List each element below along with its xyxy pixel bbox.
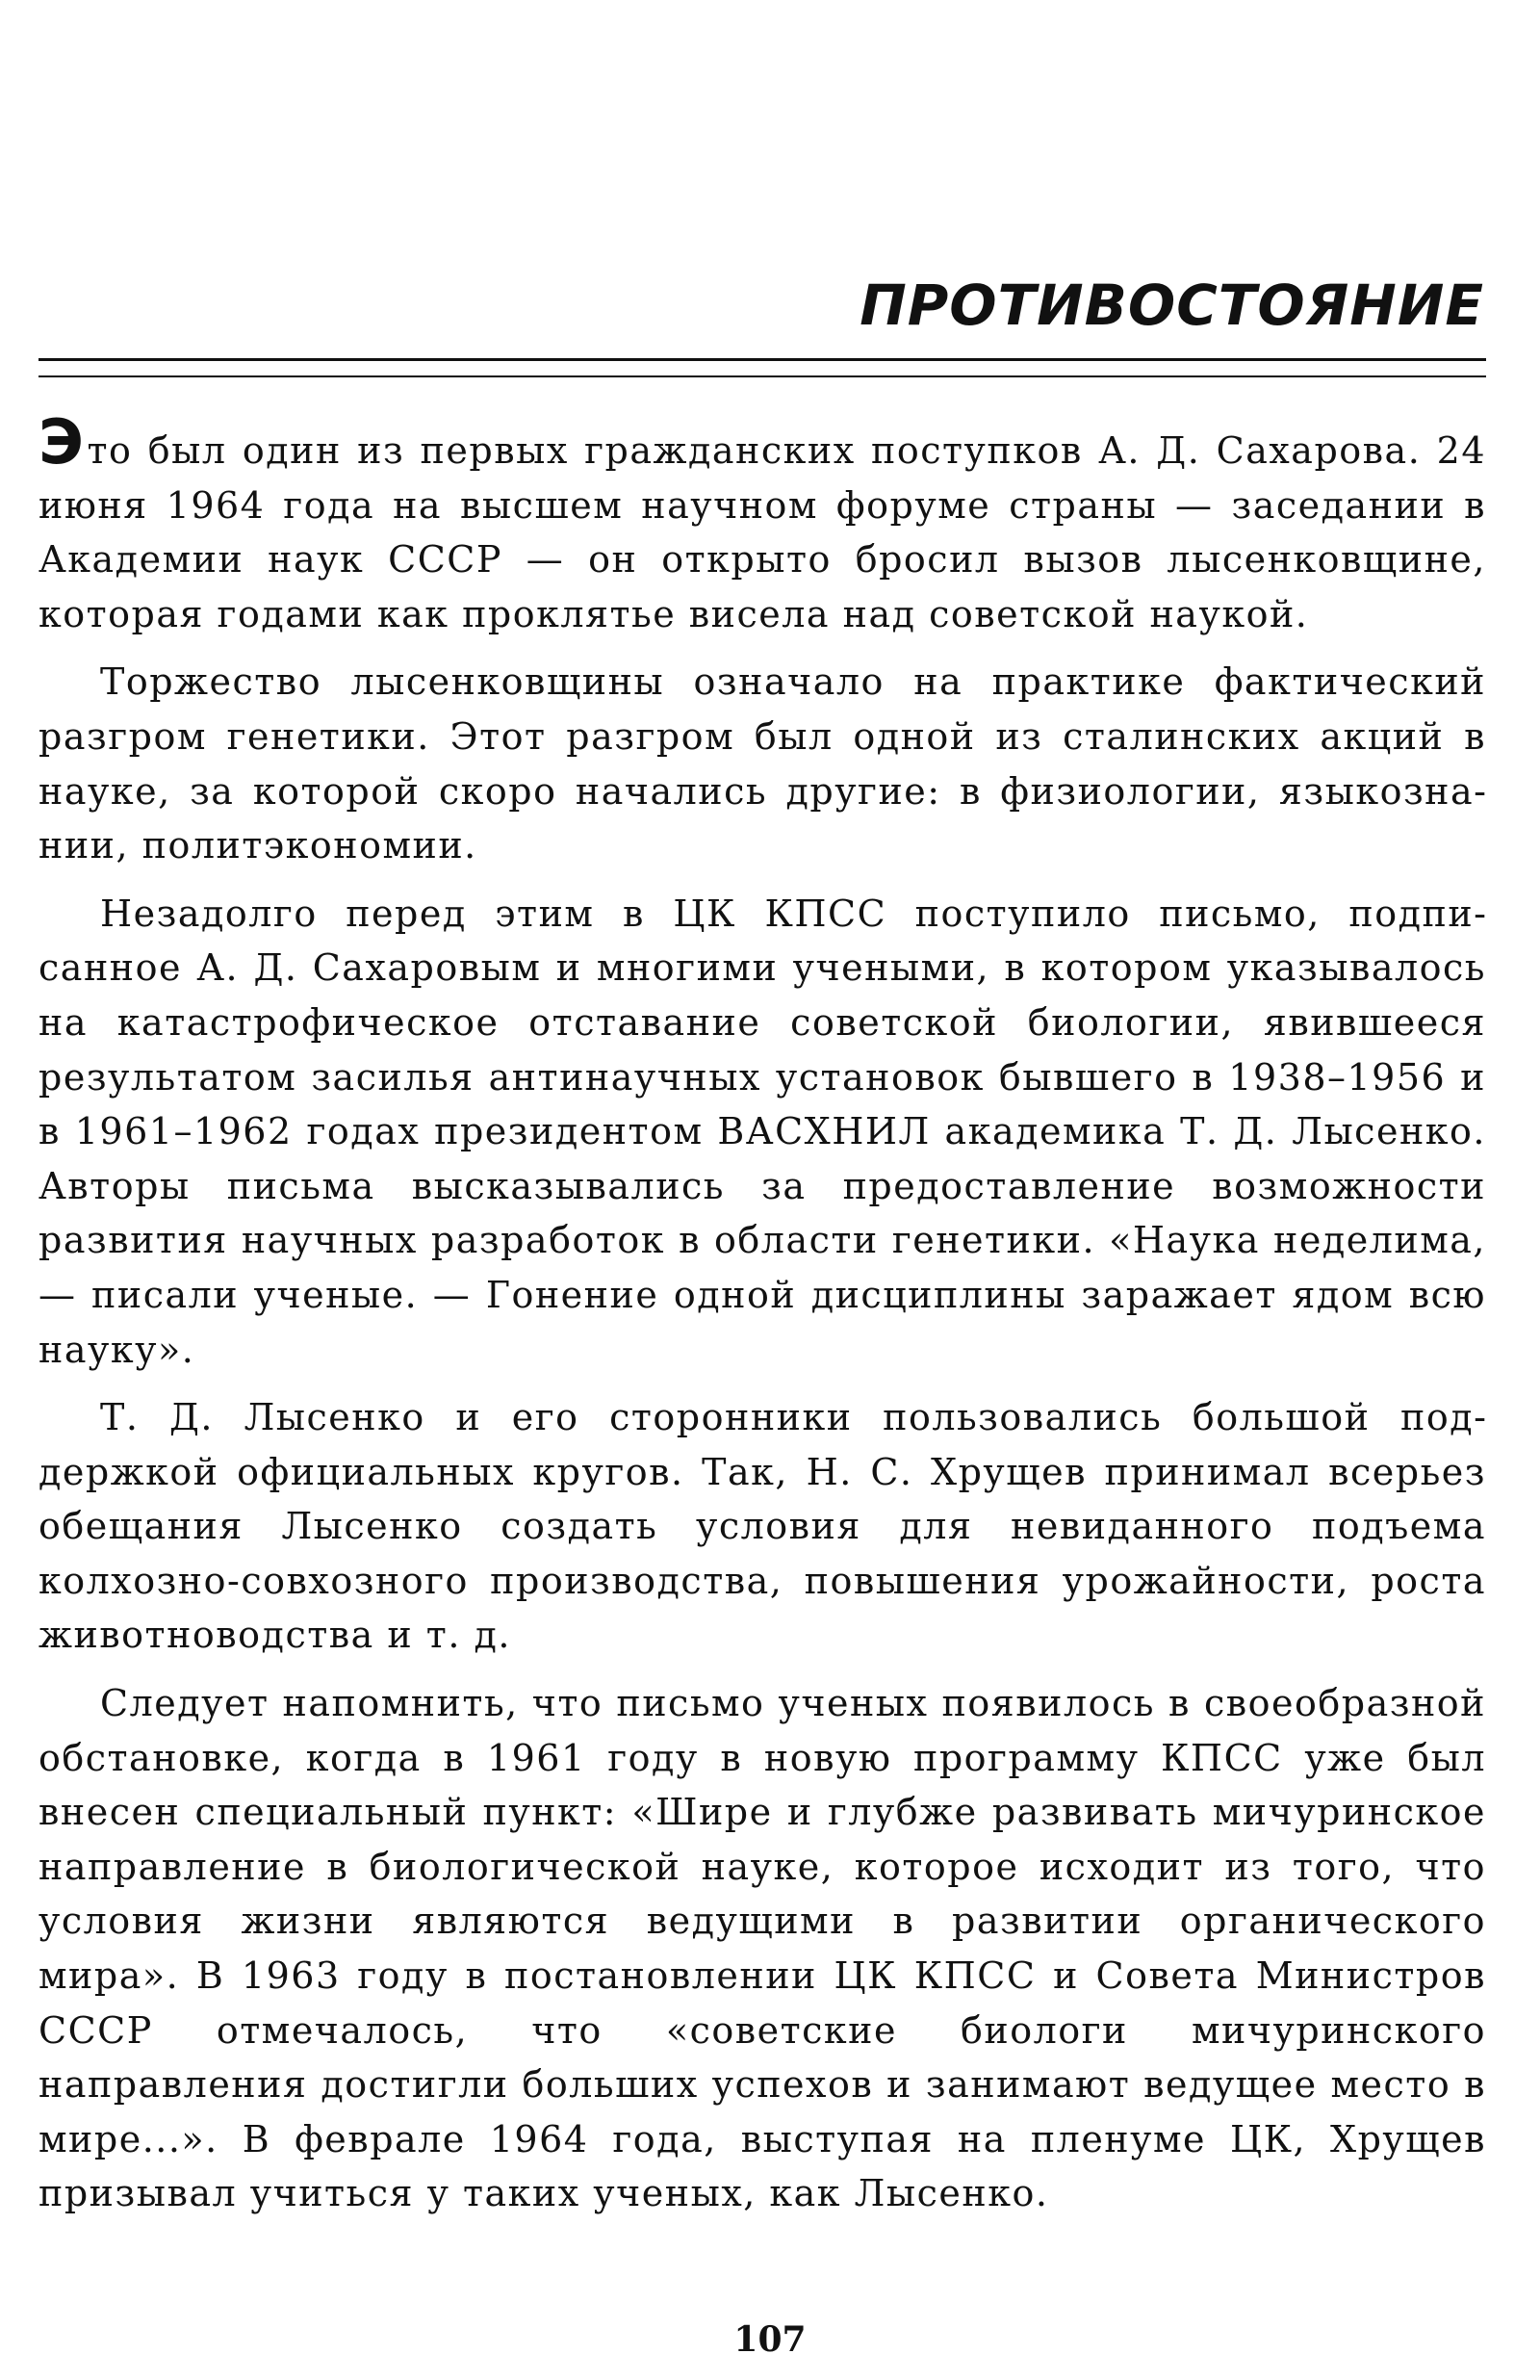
- paragraph-1-text: то был один из первых гражданских поступков А. Д. Сахарова. 24 июня 1964 года на высшем научном форуме страны — заседании в Академии наук СССР — он открыто бросил вызов лысенковщине, которая годами как проклятье висела над советской наукой.: [38, 429, 1486, 635]
- body-text: [38, 407, 1486, 2235]
- drop-cap: Э: [38, 407, 86, 479]
- paragraph-2: Торжество лысенковщины означало на практике фактический разгром генетики. Этот разгром был одной из сталинских акций в науке, за которой скоро начались другие: в физиологии, языкознании, политэкономии.: [38, 660, 1486, 867]
- paragraph-1: [38, 407, 1486, 641]
- chapter-title: ПРОТИВОСТОЯНИЕ: [860, 272, 1484, 338]
- title-rule-top: [38, 358, 1486, 361]
- title-rule-bottom: [38, 375, 1486, 377]
- page-number: 107: [733, 2319, 807, 2360]
- paragraph-4: Т. Д. Лысенко и его сторонники пользовались большой поддержкой официальных кругов. Так, Н. С. Хрущев принимал всерьез обещания Лысенко создать условия для невиданного подъема колхозно-совхозного производства, повышения урожайности, роста животноводства и т. д.: [38, 1396, 1486, 1657]
- paragraph-3: Незадолго перед этим в ЦК КПСС поступило письмо, подписанное А. Д. Сахаровым и многими учеными, в котором указывалось на катастрофическое отставание советской биологии, явившееся результатом засилья антинаучных установок бывшего в 1938–1956 и в 1961–1962 годах президентом ВАСХНИЛ академика Т. Д. Лысенко. Авторы письма высказывались за предоставление возможности развития научных разработок в области генетики. «Наука неделима, — писали ученые. — Гонение одной дисциплины заражает ядом всю науку».: [38, 892, 1486, 1371]
- paragraph-5: Следует напомнить, что письмо ученых появилось в своеобразной обстановке, когда в 1961 году в новую программу КПСС уже был внесен специальный пункт: «Шире и глубже развивать мичуринское направление в биологической науке, которое исходит из того, что условия жизни являются ведущими в развитии органического мира». В 1963 году в постановлении ЦК КПСС и Совета Министров СССР отмечалось, что «советские биологи мичуринского направления достигли больших успехов и занимают ведущее место в мире...». В феврале 1964 года, выступая на пленуме ЦК, Хрущев призывал учиться у таких ученых, как Лысенко.: [38, 1682, 1486, 2215]
